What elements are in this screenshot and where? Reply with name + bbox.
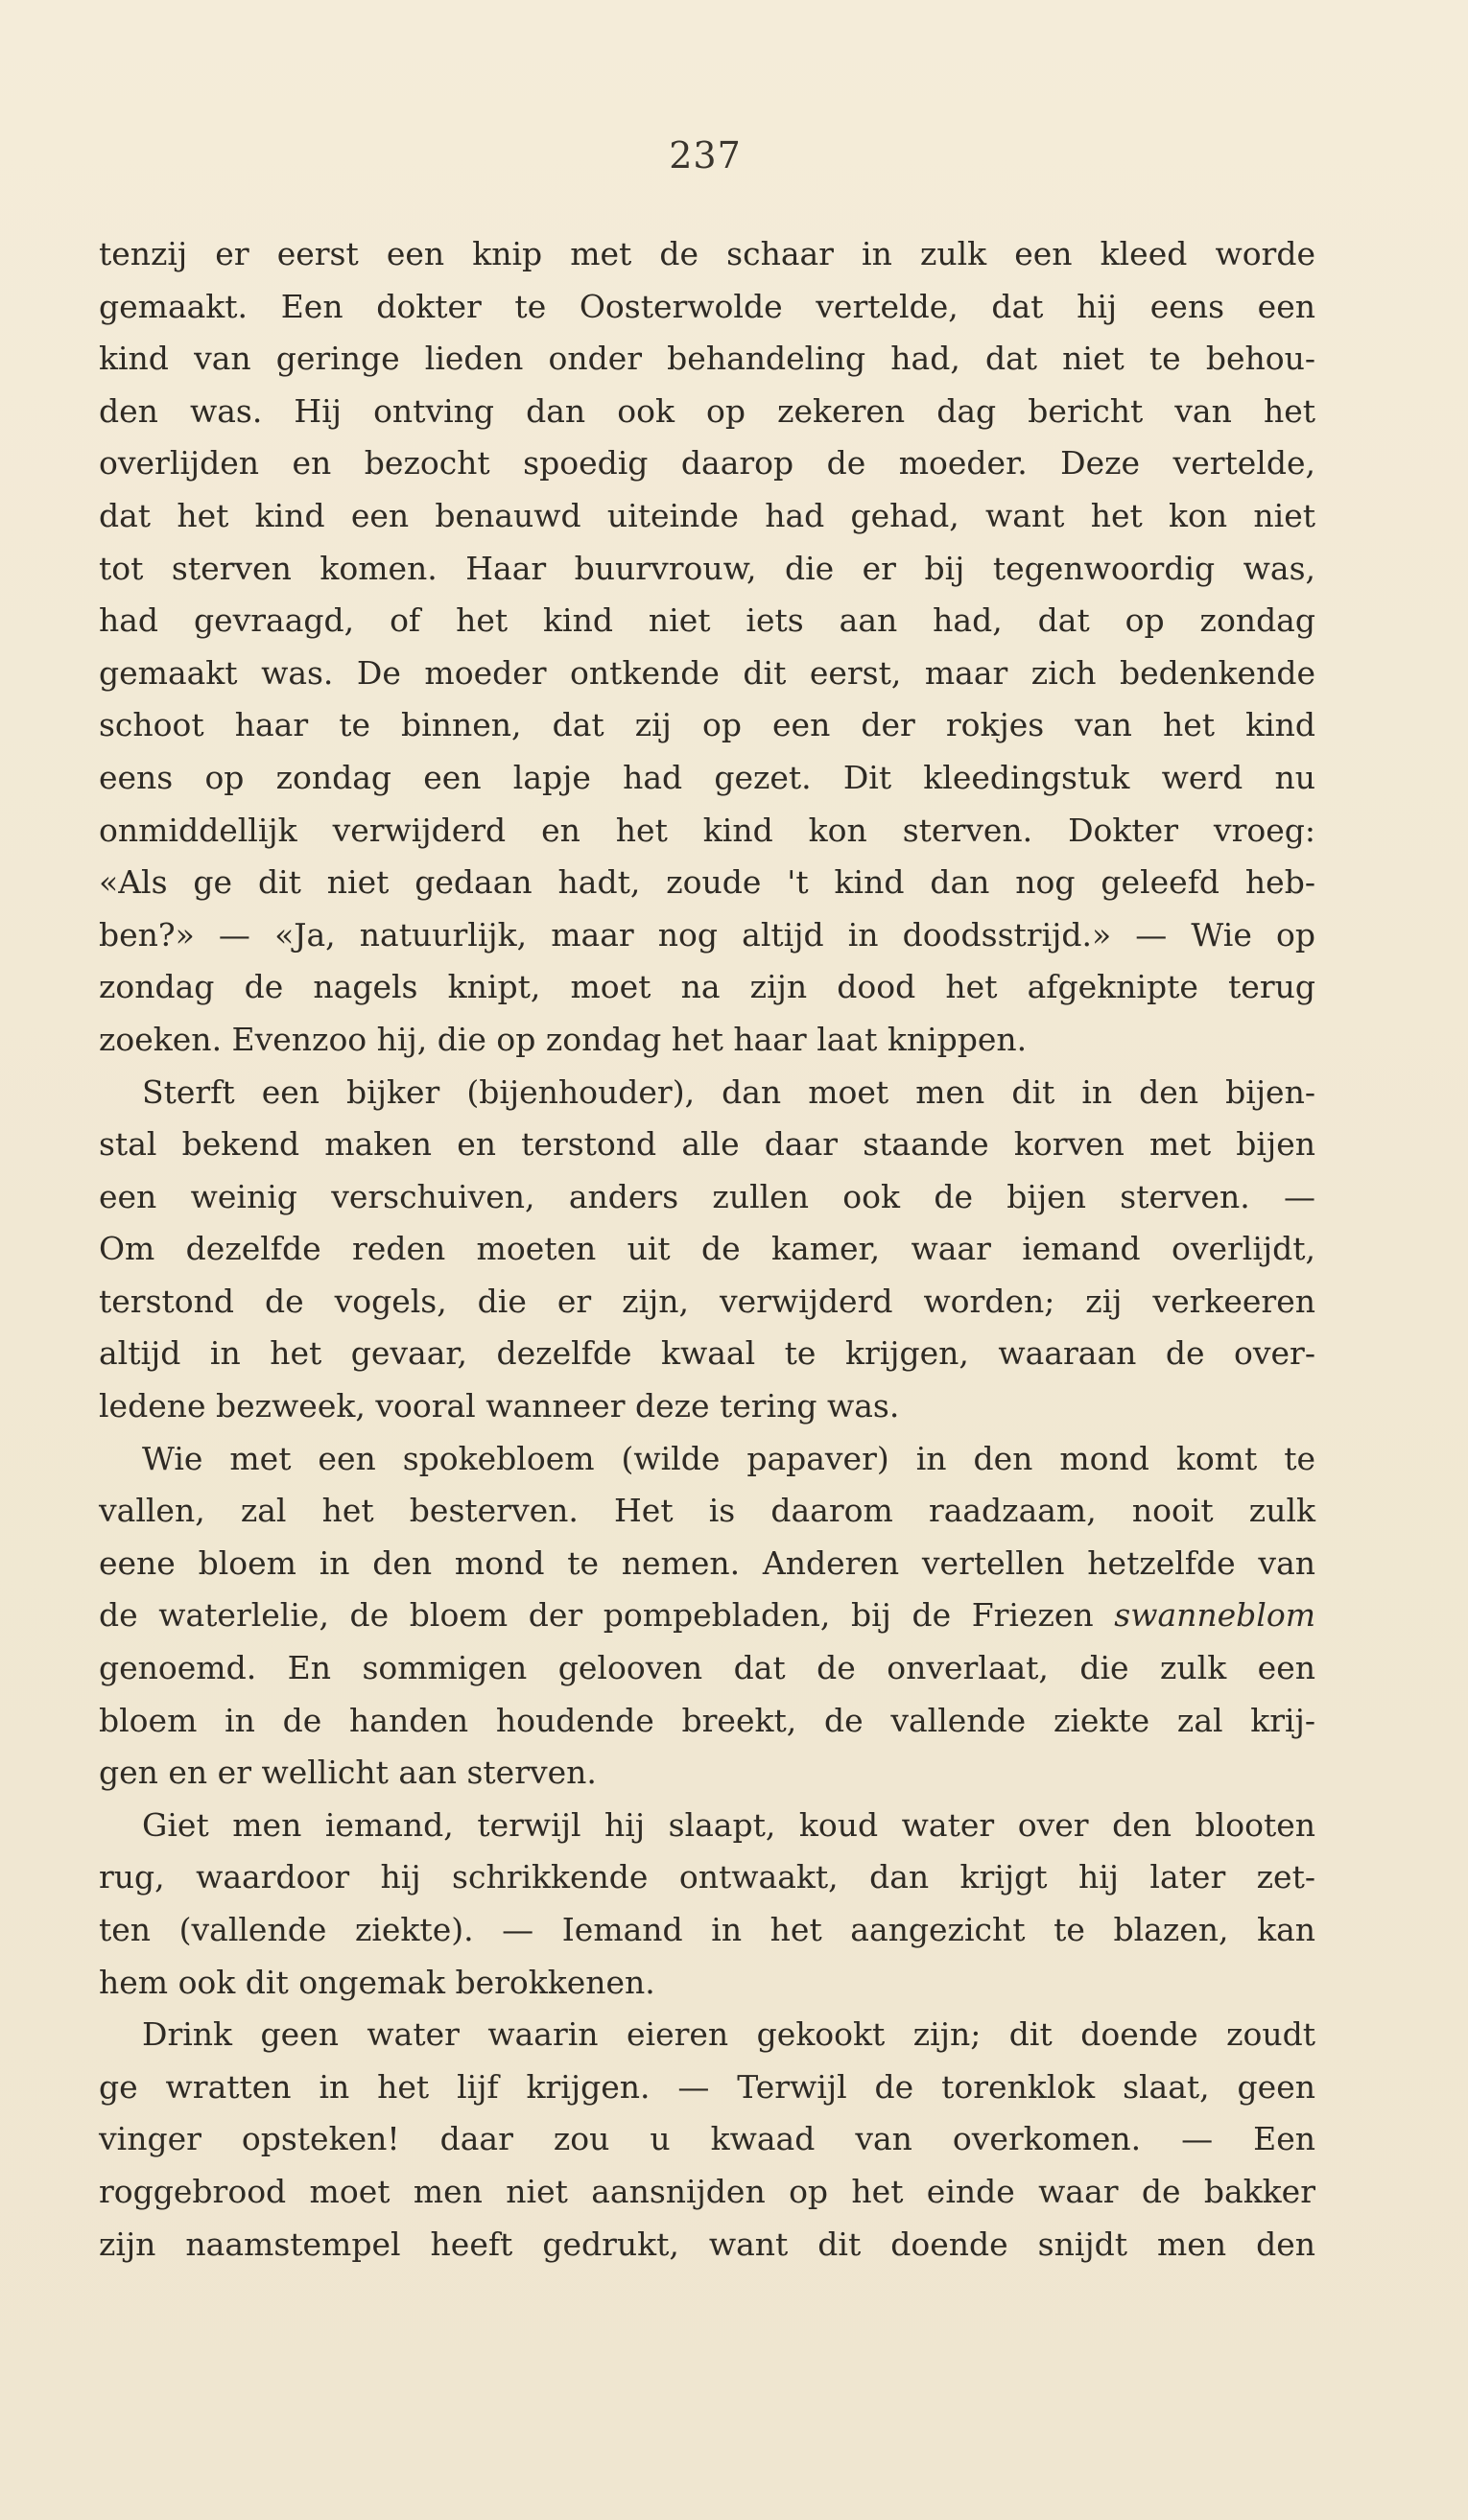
text-line-content: zondag de nagels knipt, moet na zijn dood het afgeknipte terug (99, 968, 1315, 1006)
text-line (99, 1433, 1315, 1486)
text-line-content: altijd in het gevaar, dezelfde kwaal te krijgen, waaraan de over- (99, 1334, 1315, 1373)
text-line (99, 1904, 1315, 1957)
text-line (99, 1851, 1315, 1904)
text-line-content: tenzij er eerst een knip met de schaar in zulk een kleed worde (99, 235, 1315, 272)
text-line (99, 1642, 1315, 1695)
text-line (99, 1328, 1315, 1380)
text-line-content: een weinig verschuiven, anders zullen ook de bijen sterven. — (99, 1177, 1315, 1215)
text-line-content: schoot haar te binnen, dat zij op een der rokjes van het kind (99, 706, 1315, 744)
text-line (99, 1380, 1315, 1433)
text-line (99, 2219, 1315, 2272)
text-line-content: eens op zondag een lapje had gezet. Dit kleedingstuk werd nu (99, 758, 1315, 796)
text-line-content: «Als ge dit niet gedaan hadt, zoude 't kind dan nog geleefd heb- (99, 863, 1315, 902)
text-line (99, 1747, 1315, 1800)
text-line-content: stal bekend maken en terstond alle daar staande korven met bijen (99, 1125, 1315, 1164)
text-line (99, 1538, 1315, 1590)
text-line-content: Om dezelfde reden moeten uit de kamer, waar iemand overlijdt, (99, 1230, 1315, 1268)
text-line-content: dat het kind een benauwd uiteinde had gehad, want het kon niet (99, 496, 1315, 534)
text-line (99, 333, 1315, 386)
body-text (99, 228, 1315, 2271)
text-line (99, 1223, 1315, 1276)
text-line-content: vinger opsteken! daar zou u kwaad van overkomen. — Een (99, 2120, 1315, 2158)
text-line-content: ten (vallende ziekte). — Iemand in het aangezicht te blazen, kan (99, 1911, 1315, 1948)
text-line (99, 857, 1315, 909)
text-line (99, 752, 1315, 805)
text-line-content: ben?» — «Ja, natuurlijk, maar nog altijd in doodsstrijd.» — Wie op (99, 915, 1315, 954)
text-line-content: vallen, zal het besterven. Het is daarom raadzaam, nooit zulk (99, 1492, 1315, 1530)
text-line-content: zoeken. Evenzoo hij, die op zondag het haar laat knippen. (99, 1020, 1028, 1058)
text-line-content: rug, waardoor hij schrikkende ontwaakt, dan krijgt hij later zet- (99, 1858, 1315, 1896)
text-line (99, 437, 1315, 490)
text-line (99, 1119, 1315, 1171)
text-line (99, 1957, 1315, 2010)
text-line (99, 595, 1315, 648)
text-line-content: gemaakt was. De moeder ontkende dit eerst, maar zich bedenkende (99, 653, 1315, 692)
text-line-content: de waterlelie, de bloem der pompebladen, bij de Friezen (99, 1596, 1094, 1635)
text-line (99, 2166, 1315, 2219)
text-line (99, 386, 1315, 438)
text-line (99, 1800, 1315, 1852)
text-line-content: gemaakt. Een dokter te Oosterwolde vertelde, dat hij eens een (99, 287, 1315, 325)
text-line (99, 909, 1315, 962)
text-line-content: Sterft een bijker (bijenhouder), dan moet men dit in den bijen- (142, 1072, 1315, 1111)
text-line (99, 2061, 1315, 2114)
text-line (99, 805, 1315, 858)
text-line-content: kind van geringe lieden onder behandeling had, dat niet te behou- (99, 340, 1315, 378)
text-line (99, 1485, 1315, 1538)
text-line-content: bloem in de handen houdende breekt, de vallende ziekte zal krij- (99, 1701, 1315, 1739)
text-line (99, 1171, 1315, 1224)
text-line-content: roggebrood moet men niet aansnijden op het einde waar de bakker (99, 2172, 1315, 2210)
text-line-content: had gevraagd, of het kind niet iets aan had, dat op zondag (99, 601, 1315, 640)
text-line-content: eene bloem in den mond te nemen. Anderen vertellen hetzelfde van (99, 1543, 1315, 1582)
text-line (99, 2009, 1315, 2061)
text-line-content: Wie met een spokebloem (wilde papaver) in den mond komt te (142, 1439, 1315, 1477)
text-line (99, 648, 1315, 700)
text-line (99, 1276, 1315, 1329)
text-line (99, 1590, 1315, 1642)
text-line-content: gen en er wellicht aan sterven. (99, 1754, 597, 1792)
text-line (99, 1695, 1315, 1748)
text-line-content: ledene bezweek, vooral wanneer deze tering was. (99, 1387, 900, 1425)
text-line (99, 228, 1315, 281)
text-line-content: zijn naamstempel heeft gedrukt, want dit doende snijdt men den (99, 2225, 1315, 2263)
text-line-content: genoemd. En sommigen gelooven dat de onverlaat, die zulk een (99, 1649, 1315, 1687)
text-line-content: den was. Hij ontving dan ook op zekeren dag bericht van het (99, 391, 1315, 430)
text-line-content: Drink geen water waarin eieren gekookt zijn; dit doende zoudt (142, 2015, 1315, 2054)
text-line (99, 281, 1315, 334)
text-line (99, 543, 1315, 596)
text-line-content: onmiddellijk verwijderd en het kind kon sterven. Dokter vroeg: (99, 811, 1315, 849)
text-line (99, 1014, 1315, 1067)
text-line (99, 699, 1315, 752)
italic-term: swanneblom (1114, 1596, 1315, 1635)
page-number: 237 (669, 134, 742, 177)
text-line-content: ge wratten in het lijf krijgen. — Terwijl de torenklok slaat, geen (99, 2067, 1315, 2106)
text-line (99, 1067, 1315, 1119)
text-line-content: Giet men iemand, terwijl hij slaapt, koud water over den blooten (142, 1805, 1315, 1844)
text-line (99, 490, 1315, 543)
text-line-content: terstond de vogels, die er zijn, verwijderd worden; zij verkeeren (99, 1282, 1315, 1320)
text-line-content: hem ook dit ongemak berokkenen. (99, 1963, 655, 2001)
text-line (99, 961, 1315, 1014)
text-line-content: tot sterven komen. Haar buurvrouw, die er bij tegenwoordig was, (99, 549, 1315, 587)
text-line (99, 2113, 1315, 2166)
text-line-content: overlijden en bezocht spoedig daarop de moeder. Deze vertelde, (99, 444, 1315, 483)
